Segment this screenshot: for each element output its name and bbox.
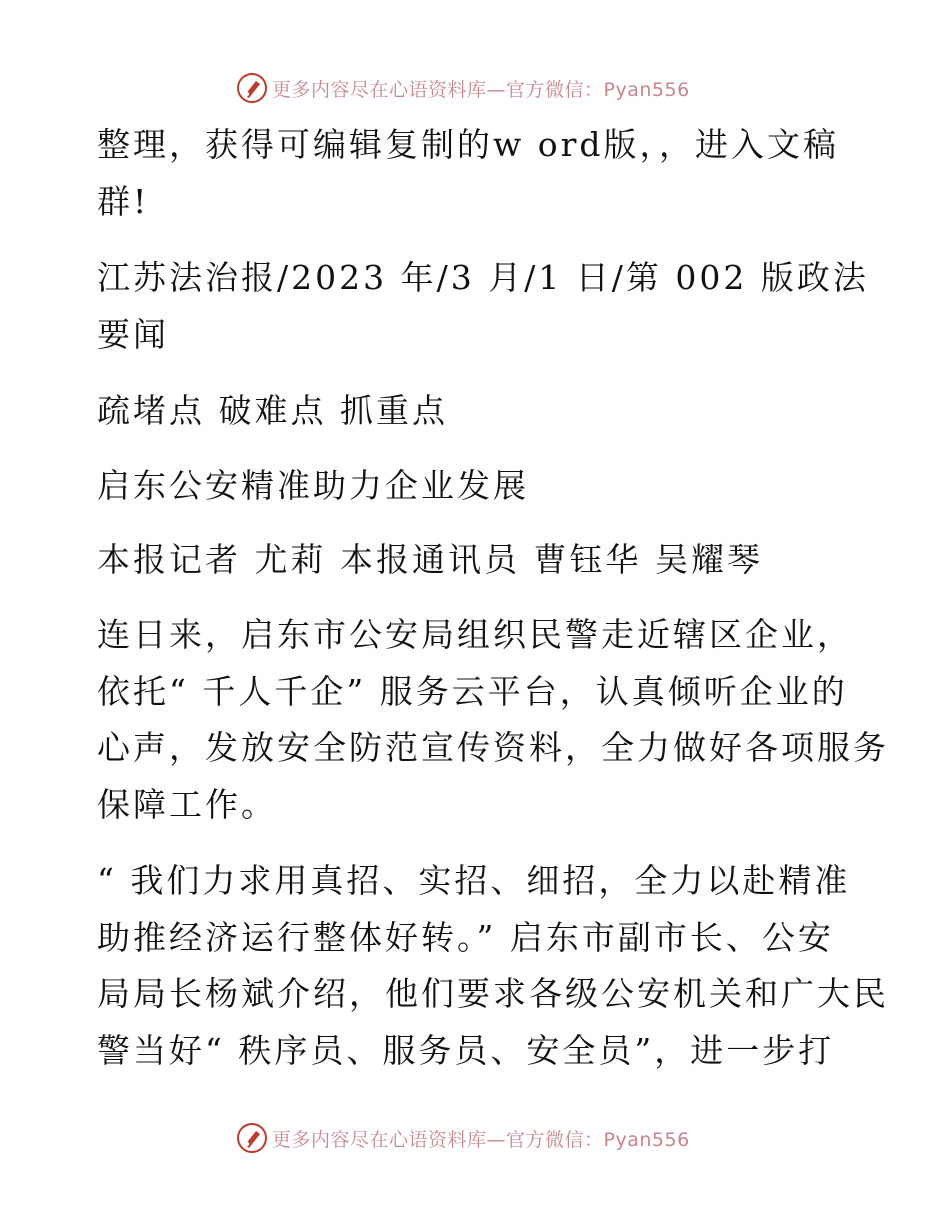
watermark-text: 更多内容尽在心语资料库—官方微信：Pyan556 bbox=[272, 1128, 690, 1151]
body-paragraph-1 bbox=[97, 607, 889, 833]
text-line: 依托“ 千人千企” 服务云平台，认真倾听企业的 bbox=[97, 671, 848, 711]
byline bbox=[97, 532, 857, 589]
pen-nib-logo-icon bbox=[236, 72, 268, 104]
text-line: 要闻 bbox=[97, 314, 169, 354]
text-line: 连日来，启东市公安局组织民警走近辖区企业， bbox=[97, 615, 853, 654]
footer-watermark-banner bbox=[0, 1120, 950, 1160]
text-line: 保障工作。 bbox=[97, 784, 277, 824]
pen-nib-logo-icon bbox=[236, 1122, 268, 1154]
watermark-text: 更多内容尽在心语资料库—官方微信：Pyan556 bbox=[272, 78, 690, 101]
text-line: 心声，发放安全防范宣传资料，全力做好各项服务 bbox=[97, 728, 889, 767]
headline-title bbox=[97, 458, 857, 515]
body-paragraph-2 bbox=[97, 853, 889, 1079]
headline-subtitle bbox=[97, 383, 857, 440]
text-line: 江苏法治报/2023 年/3 月/1 日/第 002 版政法 bbox=[97, 258, 869, 297]
text-line: “ 我们力求用真招、实招、细招，全力以赴精准 bbox=[97, 861, 851, 900]
text-line: 整理，获得可编辑复制的w ord版，，进入文稿 bbox=[97, 125, 840, 164]
text-line: 助推经济运行整体好转。” 启东市副市长、公安 bbox=[97, 917, 834, 957]
intro-paragraph bbox=[97, 117, 857, 230]
text-line: 本报记者 尤莉 本报通讯员 曹钰华 吴耀琴 bbox=[97, 540, 763, 579]
text-line: 警当好“ 秩序员、服务员、安全员”，进一步打 bbox=[97, 1030, 835, 1070]
text-line: 疏堵点 破难点 抓重点 bbox=[97, 391, 448, 430]
header-watermark-banner bbox=[0, 70, 950, 110]
text-line: 群! bbox=[97, 181, 150, 221]
source-line bbox=[97, 250, 869, 363]
text-line: 局局长杨斌介绍，他们要求各级公安机关和广大民 bbox=[97, 974, 889, 1013]
text-line: 启东公安精准助力企业发展 bbox=[97, 466, 529, 505]
